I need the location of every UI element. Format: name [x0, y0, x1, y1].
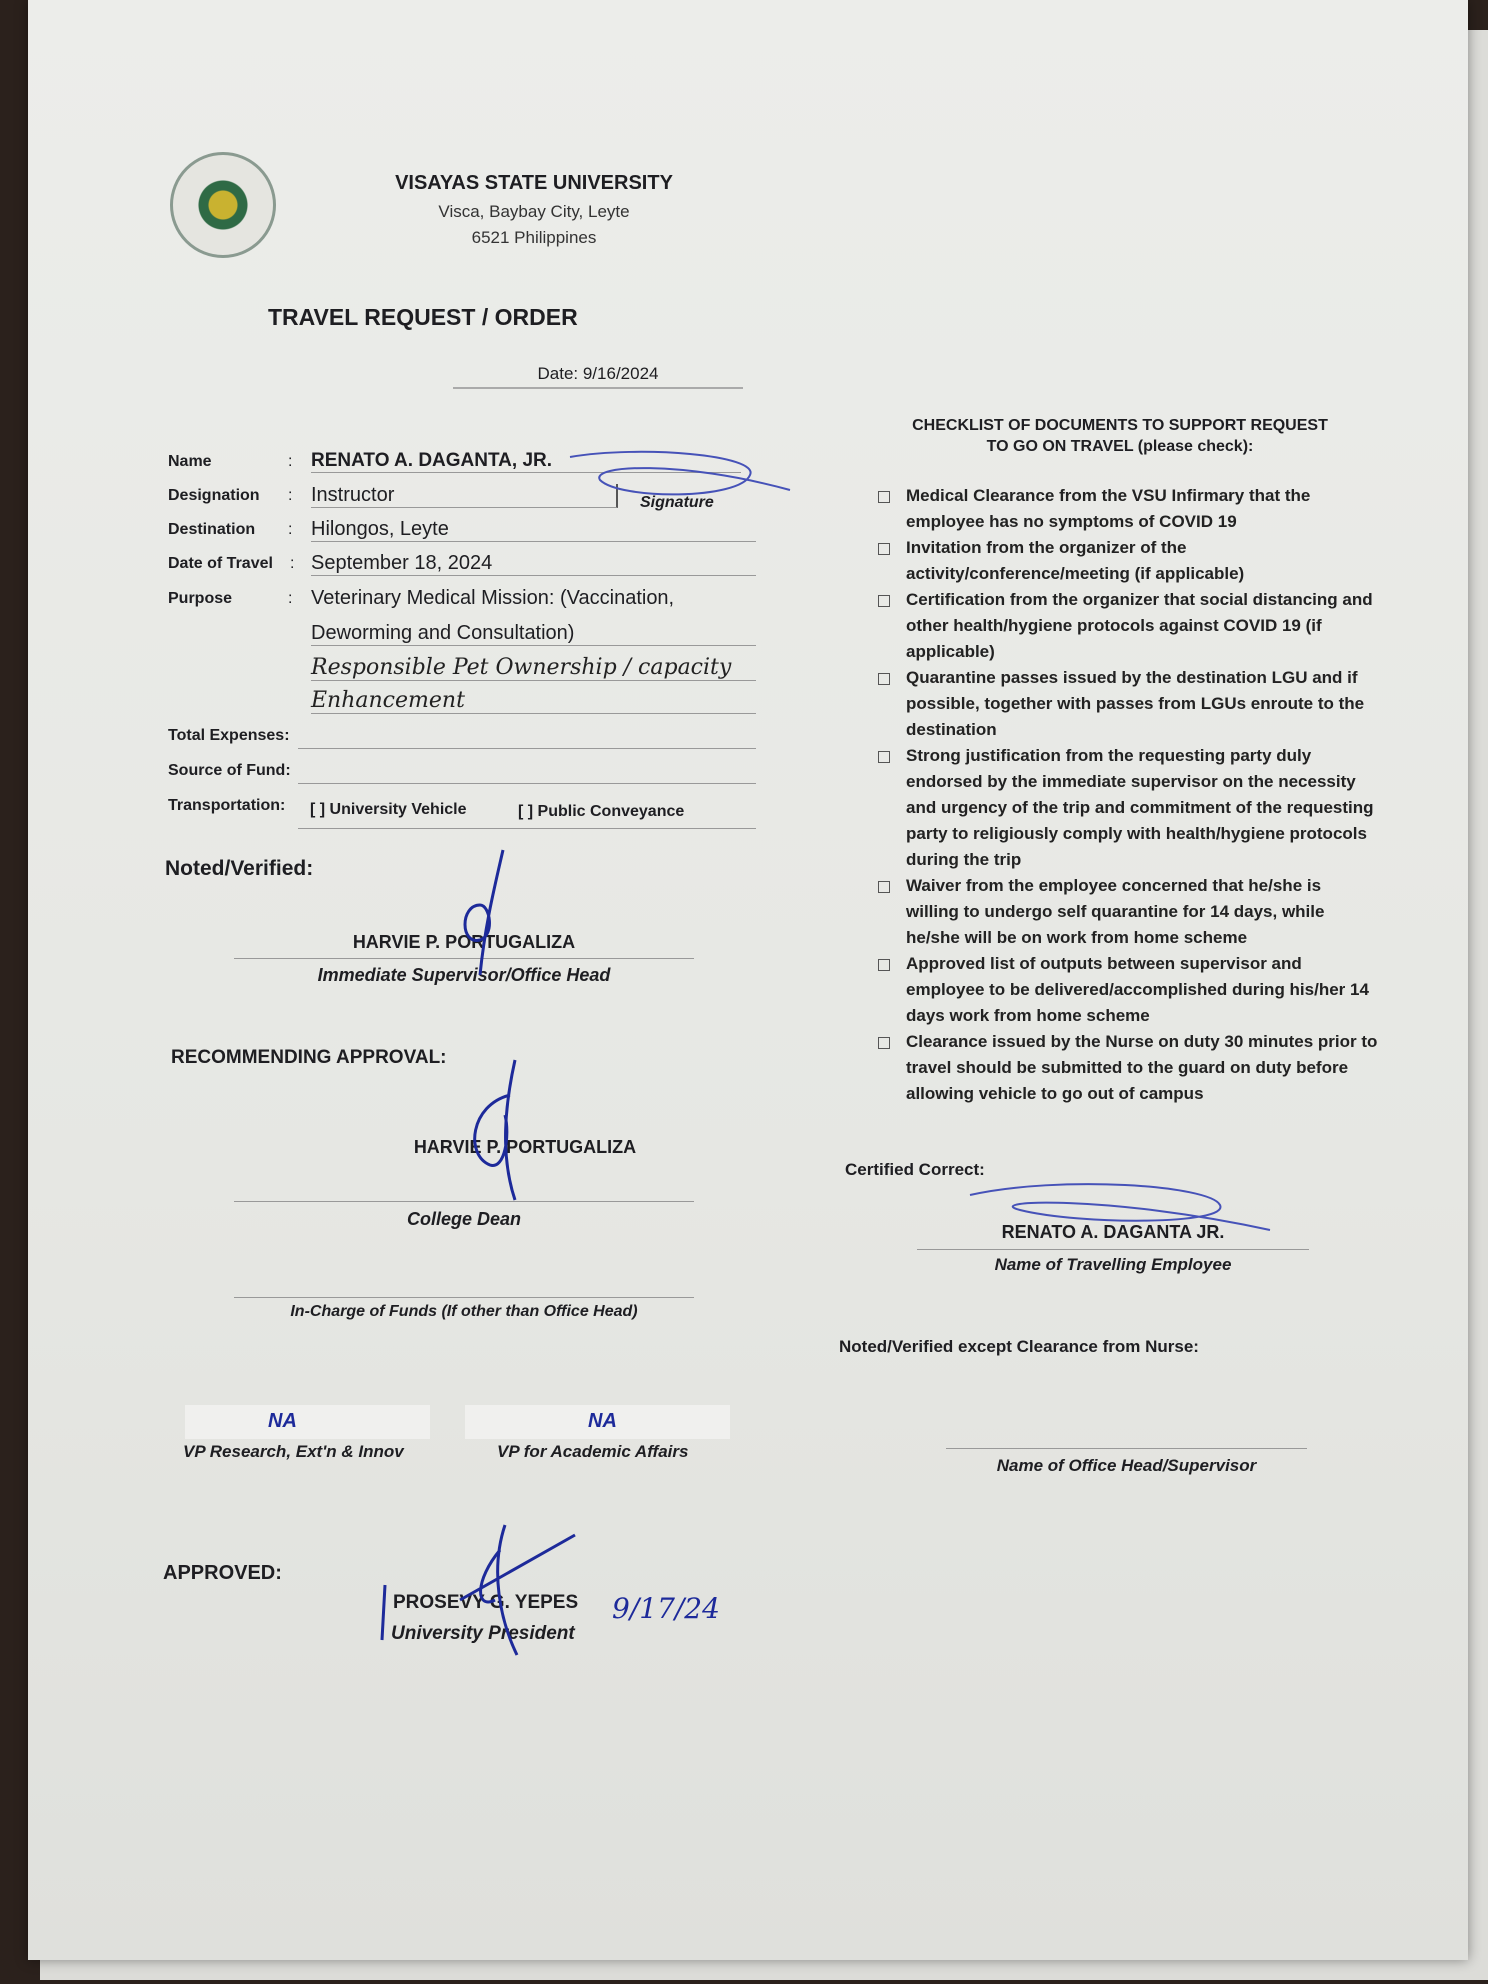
checklist-item[interactable]: Strong justification from the requesting party duly endorsed by the immediate supervisor on the necessity and urgency of the trip and commitment of the requesting party to religiously comply with health/hygiene protocols during the trip — [878, 743, 1378, 873]
colon: : — [290, 555, 295, 572]
recommending-heading: RECOMMENDING APPROVAL: — [171, 1047, 447, 1068]
designation-label: Designation — [168, 487, 260, 504]
name-value: RENATO A. DAGANTA, JR. — [311, 450, 741, 473]
vp1-name-redacted — [185, 1405, 430, 1439]
certified-heading: Certified Correct: — [845, 1160, 985, 1179]
destination-value: Hilongos, Leyte — [311, 518, 756, 542]
supervisor-signature — [455, 845, 525, 985]
source-of-fund-label: Source of Fund: — [168, 762, 291, 779]
president-name: PROSEVY G. YEPES — [393, 1592, 579, 1613]
vp2-title: VP for Academic Affairs — [497, 1442, 689, 1461]
vp1-title: VP Research, Ext'n & Innov — [183, 1442, 404, 1461]
purpose-handwritten-2: Enhancement — [311, 688, 756, 714]
colon: : — [288, 453, 293, 470]
office-head-title: Name of Office Head/Supervisor — [996, 1456, 1257, 1475]
checklist — [878, 483, 1378, 1107]
nurse-noted-heading: Noted/Verified except Clearance from Nurse: — [839, 1337, 1199, 1356]
total-expenses-label: Total Expenses: — [168, 727, 290, 744]
checklist-item[interactable]: Medical Clearance from the VSU Infirmary that the employee has no symptoms of COVID 19 — [878, 483, 1378, 535]
source-of-fund-line — [298, 783, 756, 784]
noted-name: HARVIE P. PORTUGALIZA — [352, 932, 576, 952]
checkbox[interactable] — [878, 1037, 890, 1049]
date-of-travel-value: September 18, 2024 — [311, 552, 756, 576]
purpose-label: Purpose — [168, 590, 233, 607]
president-signature — [380, 1520, 580, 1660]
checklist-item[interactable]: Clearance issued by the Nurse on duty 30 minutes prior to travel should be submitted to the guard on duty before allowing vehicle to go out of campus — [878, 1029, 1378, 1107]
form-date: Date: 9/16/2024 — [453, 364, 743, 389]
certified-name: RENATO A. DAGANTA JR. — [1001, 1222, 1225, 1242]
checkbox[interactable] — [878, 959, 890, 971]
name-label: Name — [168, 453, 212, 470]
funds-signature-line — [234, 1297, 694, 1298]
approved-heading: APPROVED: — [163, 1562, 282, 1584]
designation-value: Instructor — [311, 484, 618, 508]
checkbox[interactable] — [878, 881, 890, 893]
certified-title: Name of Travelling Employee — [994, 1255, 1232, 1274]
checkbox[interactable] — [878, 673, 890, 685]
colon: : — [288, 487, 293, 504]
noted-heading: Noted/Verified: — [165, 857, 314, 880]
dean-signature — [460, 1055, 530, 1205]
checklist-item[interactable]: Approved list of outputs between supervisor and employee to be delivered/accomplished during his/her 14 days work from home scheme — [878, 951, 1378, 1029]
checkbox[interactable] — [878, 491, 890, 503]
certified-signature-line — [917, 1249, 1309, 1250]
purpose-line-1: Veterinary Medical Mission: (Vaccination, — [311, 587, 675, 609]
transportation-label: Transportation: — [168, 797, 286, 814]
university-seal-logo — [170, 152, 276, 258]
checklist-title-2: TO GO ON TRAVEL (please check): — [986, 438, 1254, 455]
dean-title: College Dean — [406, 1209, 522, 1229]
form-title: TRAVEL REQUEST / ORDER — [268, 304, 578, 330]
vp2-initials: NA — [588, 1410, 617, 1432]
purpose-line-2: Deworming and Consultation) — [311, 622, 756, 646]
noted-title: Immediate Supervisor/Office Head — [317, 965, 611, 985]
checklist-item[interactable]: Certification from the organizer that social distancing and other health/hygiene protocols against COVID 19 (if applicable) — [878, 587, 1378, 665]
checklist-title-1: CHECKLIST OF DOCUMENTS TO SUPPORT REQUEST — [912, 417, 1328, 434]
destination-label: Destination — [168, 521, 256, 538]
president-title: University President — [391, 1623, 575, 1644]
checkbox[interactable] — [878, 543, 890, 555]
applicant-signature — [560, 445, 800, 515]
checklist-item[interactable]: Waiver from the employee concerned that he/she is willing to undergo self quarantine for 14 days, while he/she will be on work from home scheme — [878, 873, 1378, 951]
transport-public-conveyance[interactable]: [ ] Public Conveyance — [518, 803, 685, 820]
total-expenses-line — [298, 748, 756, 749]
checklist-item[interactable]: Invitation from the organizer of the activity/conference/meeting (if applicable) — [878, 535, 1378, 587]
colon: : — [288, 590, 293, 607]
colon: : — [288, 521, 293, 538]
office-head-signature-line — [946, 1448, 1307, 1449]
checkbox[interactable] — [878, 595, 890, 607]
checklist-item[interactable]: Quarantine passes issued by the destination LGU and if possible, together with passes from LGUs enroute to the destination — [878, 665, 1378, 743]
university-address: Visca, Baybay City, Leyte — [438, 202, 630, 221]
purpose-handwritten-1: Responsible Pet Ownership / capacity — [311, 655, 756, 681]
signature-label: Signature — [640, 494, 714, 511]
dean-name: HARVIE P. PORTUGALIZA — [413, 1137, 637, 1157]
funds-title: In-Charge of Funds (If other than Office Head) — [290, 1303, 638, 1320]
president-handwritten-date: 9/17/24 — [612, 1592, 720, 1625]
university-name: VISAYAS STATE UNIVERSITY — [395, 172, 673, 194]
date-of-travel-label: Date of Travel — [168, 555, 273, 572]
vp1-initials: NA — [268, 1410, 297, 1432]
university-postal: 6521 Philippines — [471, 228, 597, 247]
checkbox[interactable] — [878, 751, 890, 763]
transport-university-vehicle[interactable]: [ ] University Vehicle — [310, 801, 467, 818]
transportation-line — [298, 828, 756, 829]
